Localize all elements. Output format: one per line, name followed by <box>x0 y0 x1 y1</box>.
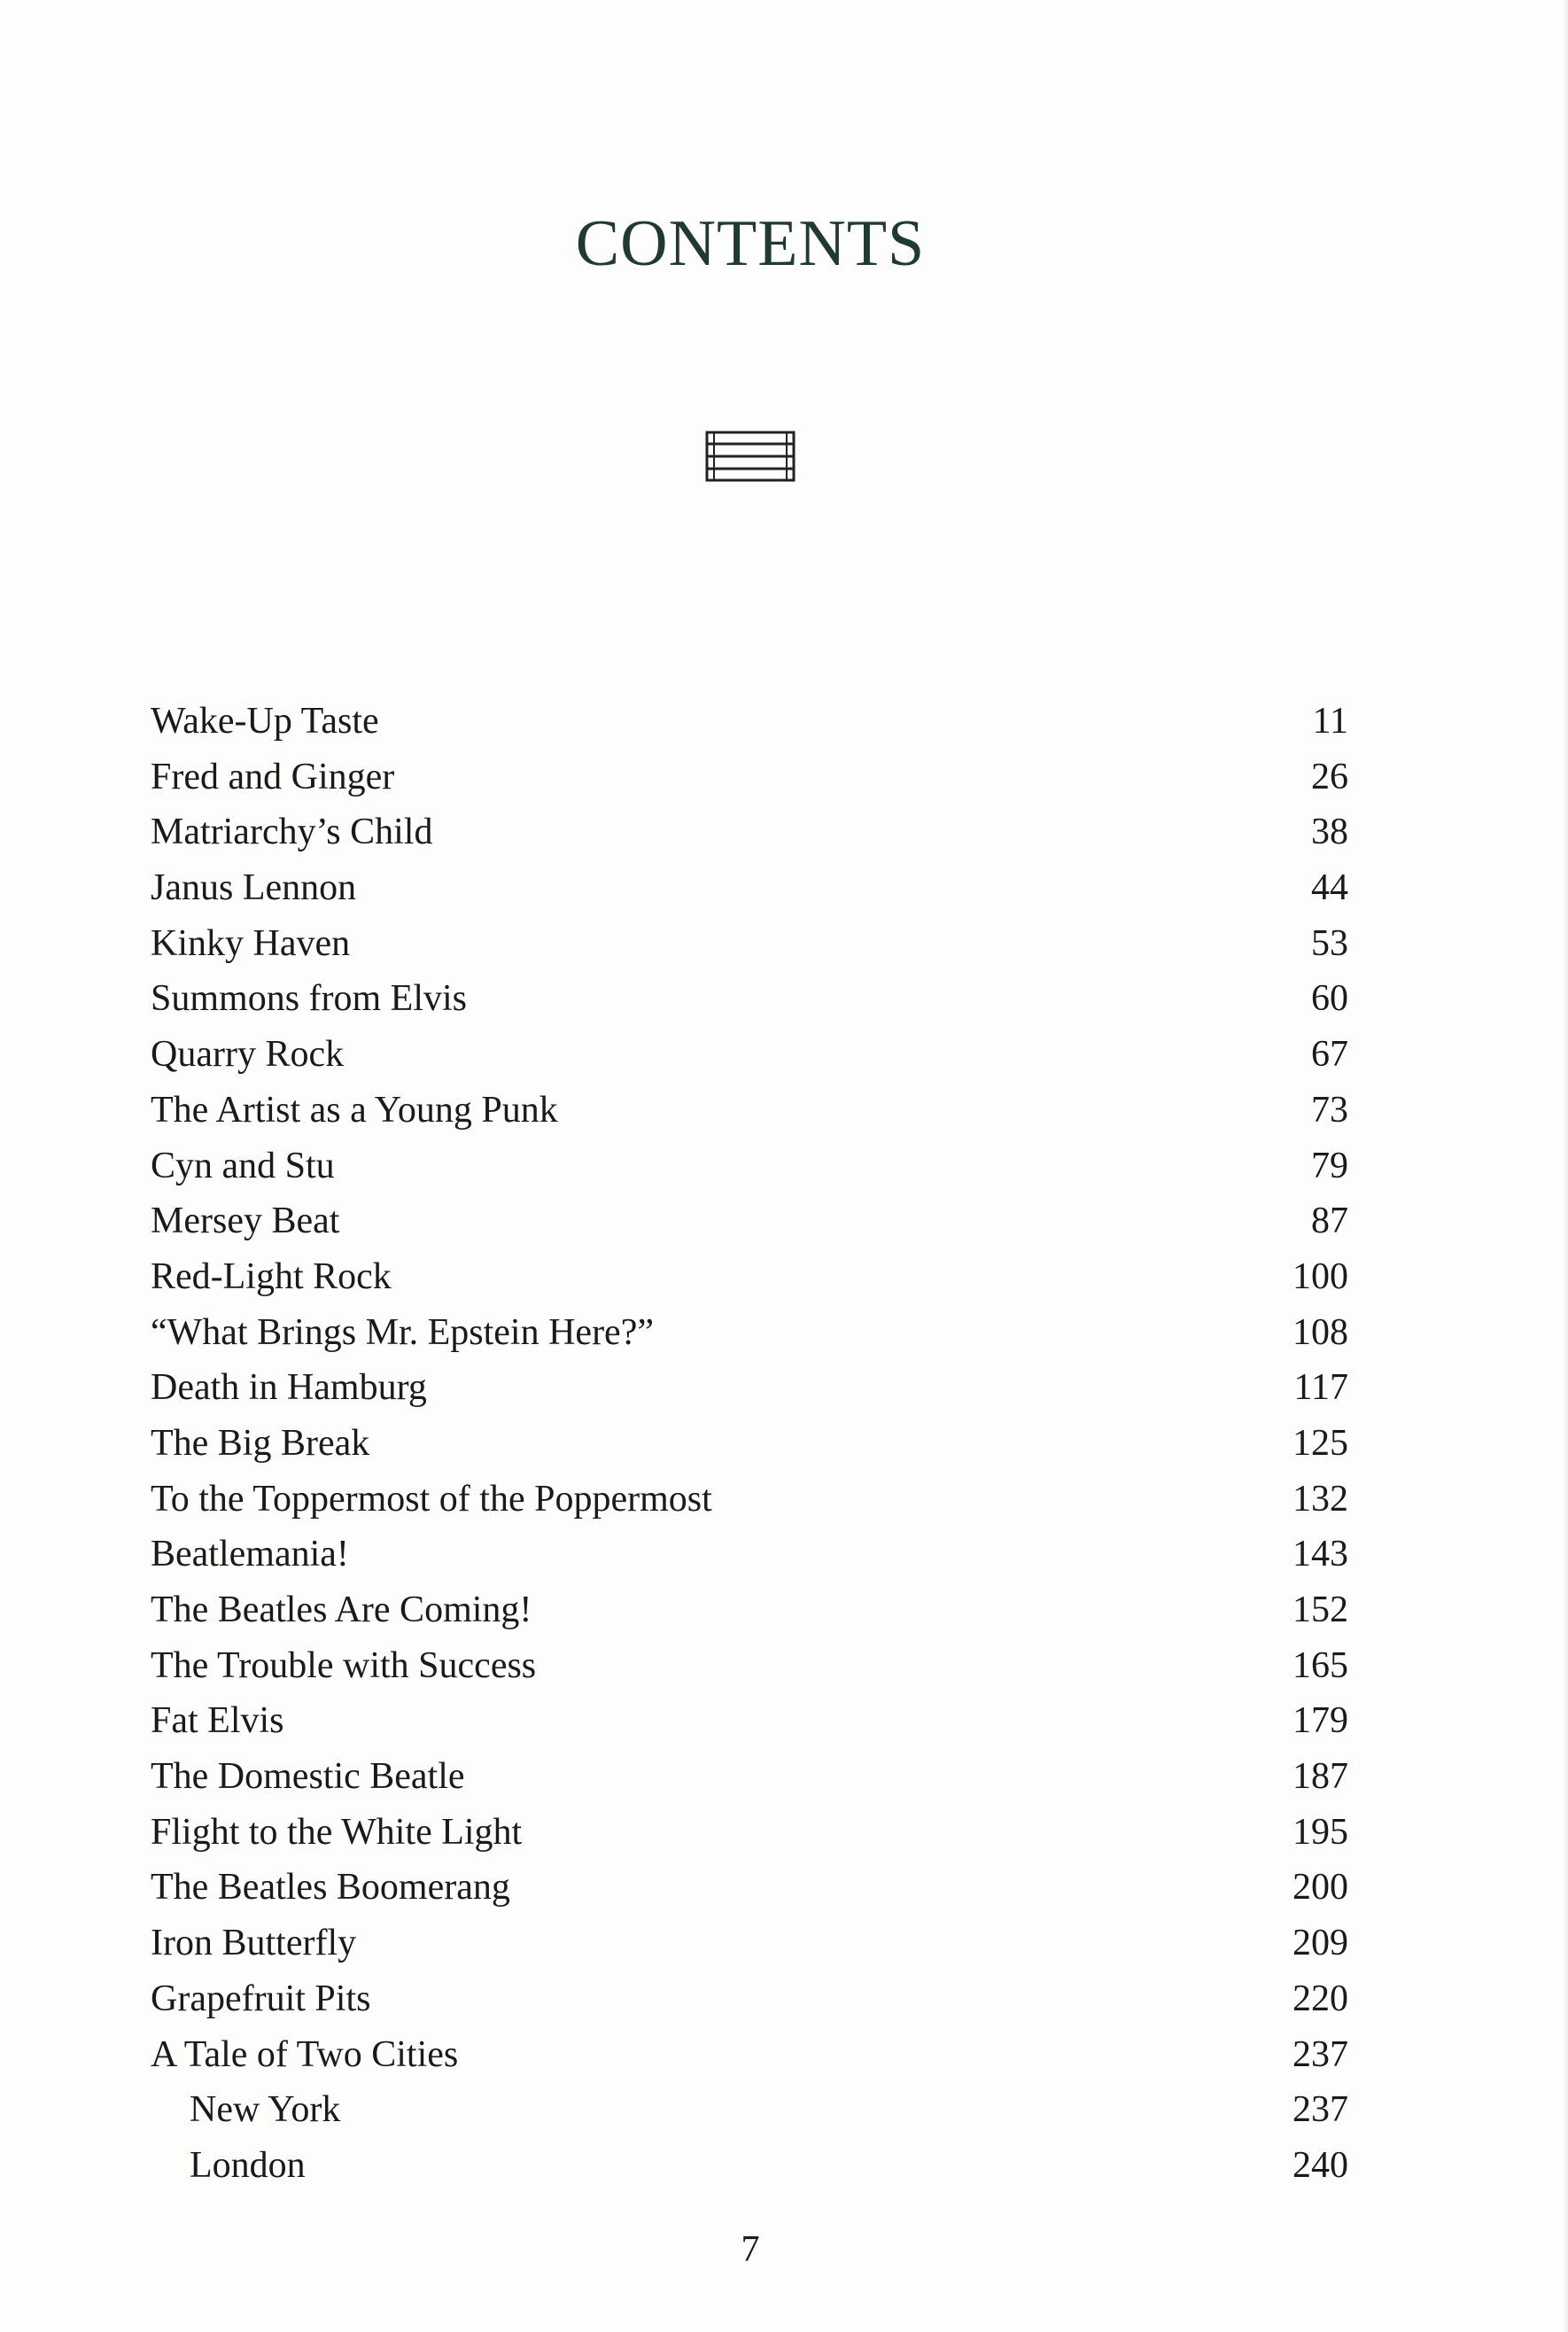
toc-entry <box>151 1139 1348 1194</box>
toc-entry-title: Kinky Haven <box>151 922 351 964</box>
toc-entry-page: 100 <box>1292 1255 1348 1297</box>
toc-entry <box>151 1360 1348 1416</box>
toc-entry <box>151 1249 1348 1305</box>
toc-entry-title: The Big Break <box>151 1422 370 1464</box>
page-title: CONTENTS <box>575 207 926 280</box>
toc-entry-page: 79 <box>1311 1145 1348 1186</box>
toc-entry-title: New York <box>190 2089 341 2131</box>
toc-entry-page: 38 <box>1311 812 1348 853</box>
toc-entry-page: 143 <box>1292 1534 1348 1575</box>
toc-entry-page: 237 <box>1292 2089 1348 2131</box>
toc-entry <box>151 1416 1348 1472</box>
toc-entry-title: Fred and Ginger <box>151 756 395 797</box>
toc-entry-title: To the Toppermost of the Poppermost <box>151 1478 712 1520</box>
toc-entry-page: 132 <box>1292 1478 1348 1520</box>
toc-entry-title: Janus Lennon <box>151 867 357 909</box>
toc-entry-page: 125 <box>1292 1422 1348 1464</box>
toc-entry <box>151 1693 1348 1749</box>
toc-entry <box>151 1305 1348 1361</box>
toc-entry-title: Death in Hamburg <box>151 1367 427 1409</box>
toc-entry-page: 195 <box>1292 1811 1348 1853</box>
toc-entry <box>151 916 1348 972</box>
toc-entry <box>151 1805 1348 1861</box>
toc-entry-page: 179 <box>1292 1700 1348 1742</box>
toc-entry <box>151 1971 1348 2027</box>
toc-entry-title: The Beatles Boomerang <box>151 1867 510 1908</box>
toc-entry-title: Mersey Beat <box>151 1201 340 1242</box>
toc-entry <box>151 1749 1348 1805</box>
toc-entry-page: 108 <box>1292 1311 1348 1353</box>
toc-entry-title: Cyn and Stu <box>151 1145 335 1186</box>
toc-entry-page: 165 <box>1292 1644 1348 1686</box>
toc-entry <box>151 1638 1348 1694</box>
toc-entry-title: Wake-Up Taste <box>151 701 379 742</box>
toc-entry <box>151 1472 1348 1527</box>
toc-entry <box>151 1860 1348 1916</box>
toc-entry-page: 67 <box>1311 1034 1348 1076</box>
toc-entry-page: 53 <box>1311 922 1348 964</box>
toc-entry-title: Quarry Rock <box>151 1034 345 1076</box>
toc-entry-page: 200 <box>1292 1867 1348 1908</box>
toc-entry-title: Matriarchy’s Child <box>151 812 433 853</box>
toc-entry-page: 11 <box>1312 701 1348 742</box>
toc-entry-title: Grapefruit Pits <box>151 1978 371 2019</box>
toc-entry-title: The Artist as a Young Punk <box>151 1089 558 1131</box>
toc-entry <box>151 860 1348 916</box>
toc-entry-title: Beatlemania! <box>151 1534 349 1575</box>
toc-entry <box>151 1527 1348 1582</box>
toc-entry-title: Iron Butterfly <box>151 1923 357 1964</box>
toc-entry-title: Fat Elvis <box>151 1700 284 1742</box>
toc-entry-page: 44 <box>1311 867 1348 909</box>
page-edge <box>1563 0 1568 2332</box>
toc-entry <box>151 1916 1348 1971</box>
toc-entry-page: 220 <box>1292 1978 1348 2019</box>
toc-entry-page: 209 <box>1292 1923 1348 1964</box>
toc-entry <box>151 694 1348 750</box>
toc-entry-page: 187 <box>1292 1756 1348 1798</box>
toc-entry-page: 237 <box>1292 2033 1348 2075</box>
page-number: 7 <box>741 2229 760 2270</box>
film-strip-ornament-icon <box>705 431 796 482</box>
toc-entry <box>151 971 1348 1027</box>
toc-entry-title: London <box>190 2144 306 2186</box>
toc-entry <box>151 1027 1348 1083</box>
toc-entry <box>151 1582 1348 1638</box>
toc-entry-title: The Domestic Beatle <box>151 1756 465 1798</box>
toc-entry-page: 87 <box>1311 1201 1348 1242</box>
toc-entry-page: 60 <box>1311 978 1348 1020</box>
toc-entry-title: The Trouble with Success <box>151 1644 537 1686</box>
toc-entry-page: 240 <box>1292 2144 1348 2186</box>
toc-entry-title: Red-Light Rock <box>151 1255 392 1297</box>
toc-entry-page: 117 <box>1293 1367 1348 1409</box>
toc-subentry <box>151 2138 1348 2194</box>
toc-entry-title: A Tale of Two Cities <box>151 2033 459 2075</box>
toc-entry-page: 73 <box>1311 1089 1348 1131</box>
table-of-contents <box>151 694 1348 2194</box>
toc-entry <box>151 1193 1348 1249</box>
toc-entry <box>151 1083 1348 1139</box>
toc-entry-title: The Beatles Are Coming! <box>151 1590 532 1630</box>
toc-entry-title: Summons from Elvis <box>151 978 468 1020</box>
toc-entry <box>151 750 1348 805</box>
toc-subentry <box>151 2082 1348 2138</box>
toc-entry-page: 26 <box>1311 756 1348 797</box>
toc-entry-title: Flight to the White Light <box>151 1811 523 1853</box>
toc-entry <box>151 805 1348 860</box>
toc-entry <box>151 2027 1348 2083</box>
toc-entry-title: “What Brings Mr. Epstein Here?” <box>151 1311 654 1353</box>
toc-entry-page: 152 <box>1292 1590 1348 1630</box>
